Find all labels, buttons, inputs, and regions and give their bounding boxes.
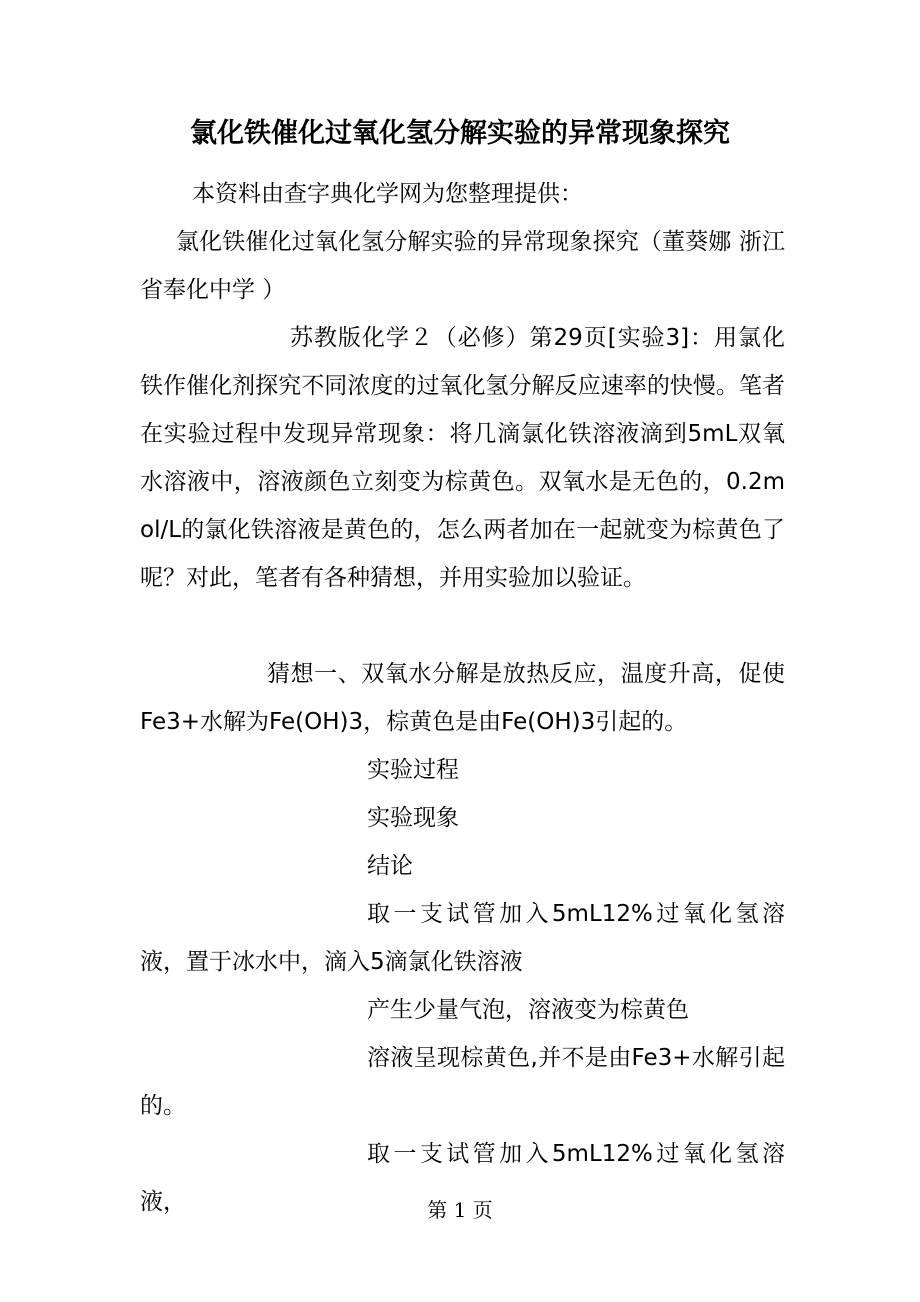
table-header-conclusion: 结论 <box>367 853 413 879</box>
experiment-one-phenomenon: 产生少量气泡，溶液变为棕黄色 <box>367 997 689 1023</box>
document-title: 氯化铁催化过氧化氢分解实验的异常现象探究 <box>190 118 730 149</box>
table-header-process: 实验过程 <box>367 757 459 783</box>
experiment-one-process: 取一支试管加入5mL12%过氧化氢溶液，置于冰水中，滴入5滴氯化铁溶液 <box>140 901 785 975</box>
page-number: 第 1 页 <box>427 1198 493 1222</box>
background-paragraph: 苏教版化学２（必修）第29页[实验3]：用氯化铁作催化剂探究不同浓度的过氧化氢分解反应速率的快慢。笔者在实验过程中发现异常现象：将几滴氯化铁溶液滴到5mL双氧水溶液中，溶液颜色立刻变为棕黄色。双氧水是无色的，0.2mol/L的氯化铁溶液是黄色的，怎么两者加在一起就变为棕黄色了呢？对此，笔者有各种猜想，并用实验加以验证。 <box>140 325 785 591</box>
table-header-phenomenon: 实验现象 <box>367 805 459 831</box>
source-paragraph: 氯化铁催化过氧化氢分解实验的异常现象探究（董葵娜 浙江省奉化中学 ） <box>140 229 785 303</box>
intro-line: 本资料由查字典化学网为您整理提供： <box>192 181 583 207</box>
experiment-two-process: 取一支试管加入5mL12%过氧化氢溶液， <box>140 1141 785 1215</box>
hypothesis-one-paragraph: 猜想一、双氧水分解是放热反应，温度升高，促使Fe3+水解为Fe(OH)3，棕黄色是由Fe(OH)3引起的。 <box>140 661 785 735</box>
experiment-one-conclusion: 溶液呈现棕黄色,并不是由Fe3+水解引起的。 <box>140 1045 785 1119</box>
